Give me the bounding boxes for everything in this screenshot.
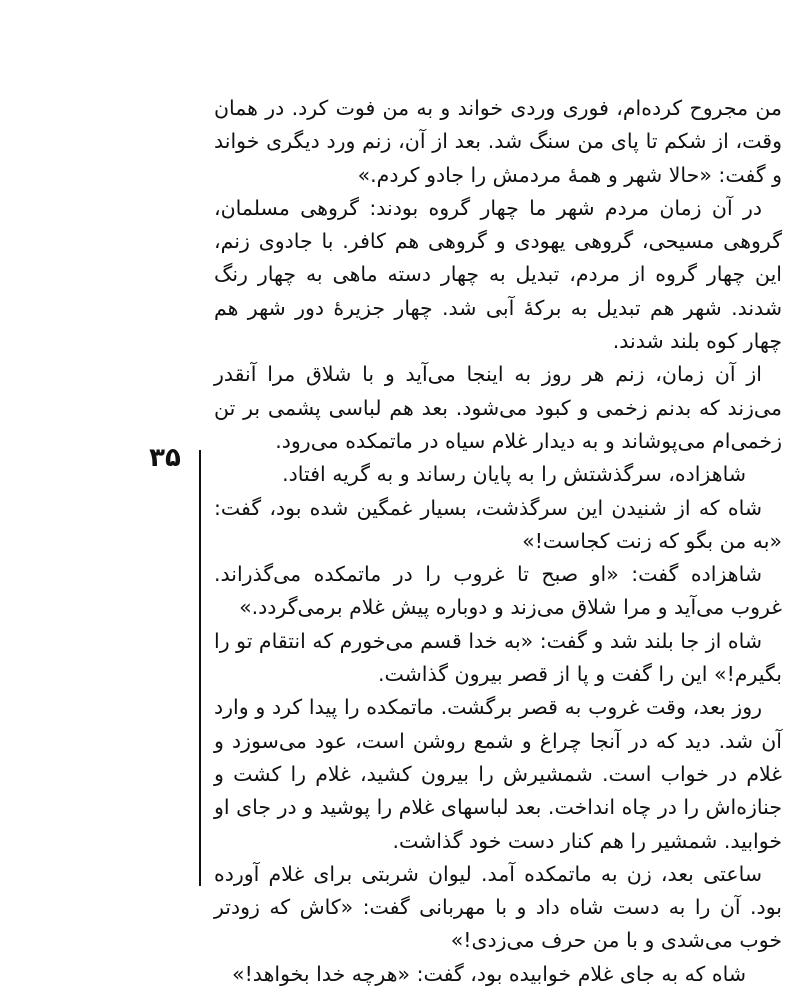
margin-rule bbox=[199, 450, 201, 886]
paragraph-5: شاه که از شنیدن این سرگذشت، بسیار غمگین شده بود، گفت: «به من بگو که زنت کجاست!» bbox=[214, 495, 782, 553]
page-number: ۳۵ bbox=[149, 443, 181, 473]
paragraph-6: شاهزاده گفت: «او صبح تا غروب را در ماتمکده می‌گذراند. غروب می‌آید و مرا شلاق می‌زند و دوباره پیش غلام برمی‌گردد.» bbox=[214, 562, 782, 620]
paragraph-7: شاه از جا بلند شد و گفت: «به خدا قسم می‌خورم که انتقام تو را بگیرم!» این را گفت و پا از قصر بیرون گذاشت. bbox=[214, 628, 782, 687]
paragraph-3: از آن زمان، زنم هر روز به اینجا می‌آید و با شلاق مرا آنقدر می‌زند که بدنم زخمی و کبود می‌شود. بعد هم لباسی پشمی بر تن زخمی‌ام می‌پوشاند و به دیدار غلام سیاه در ماتمکده می‌رود. bbox=[214, 362, 782, 453]
paragraph-10: شاه که به جای غلام خوابیده بود، گفت: «هرچه خدا بخواهد!» bbox=[232, 961, 746, 986]
paragraph-1: من مجروح کرده‌ام، فوری وردی خواند و به من فوت کرد. در همان وقت، از شکم تا پای من سنگ شد. بعد از آن، زنم ورد دیگری خواند و گفت: «حالا شهر و همهٔ مردمش را جادو کردم.» bbox=[214, 96, 782, 187]
paragraph-2: در آن زمان مردم شهر ما چهار گروه بودند: گروهی مسلمان، گروهی مسیحی، گروهی یهودی و گروهی هم کافر. با جادوی زنم، این چهار گروه از مردم، تبدیل به چهار دسته ماهی به چهار رنگ شدند. شهر هم تبدیل به برکهٔ آبی شد. چهار جزیرهٔ دور شهر هم چهار کوه بلند شدند. bbox=[214, 195, 782, 354]
paragraph-9: ساعتی بعد، زن به ماتمکده آمد. لیوان شربتی برای غلام آورده بود. آن را به دست شاه داد و با مهربانی گفت: «کاش که زودتر خوب می‌شدی و با من حرف می‌زدی!» bbox=[214, 861, 782, 953]
body-text bbox=[214, 92, 782, 991]
paragraph-8: روز بعد، وقت غروب به قصر برگشت. ماتمکده را پیدا کرد و وارد آن شد. دید که در آنجا چراغ و شمع روشن است، عود می‌سوزد و غلام در خواب است. شمشیرش را بیرون کشید، غلام را کشت و جنازه‌اش را در چاه انداخت. بعد لباسهای غلام را پوشید و در جای او خوابید. شمشیر را هم کنار دست خود گذاشت. bbox=[214, 695, 782, 853]
paragraph-4: شاهزاده، سرگذشتش را به پایان رساند و به گریه افتاد. bbox=[282, 462, 746, 487]
